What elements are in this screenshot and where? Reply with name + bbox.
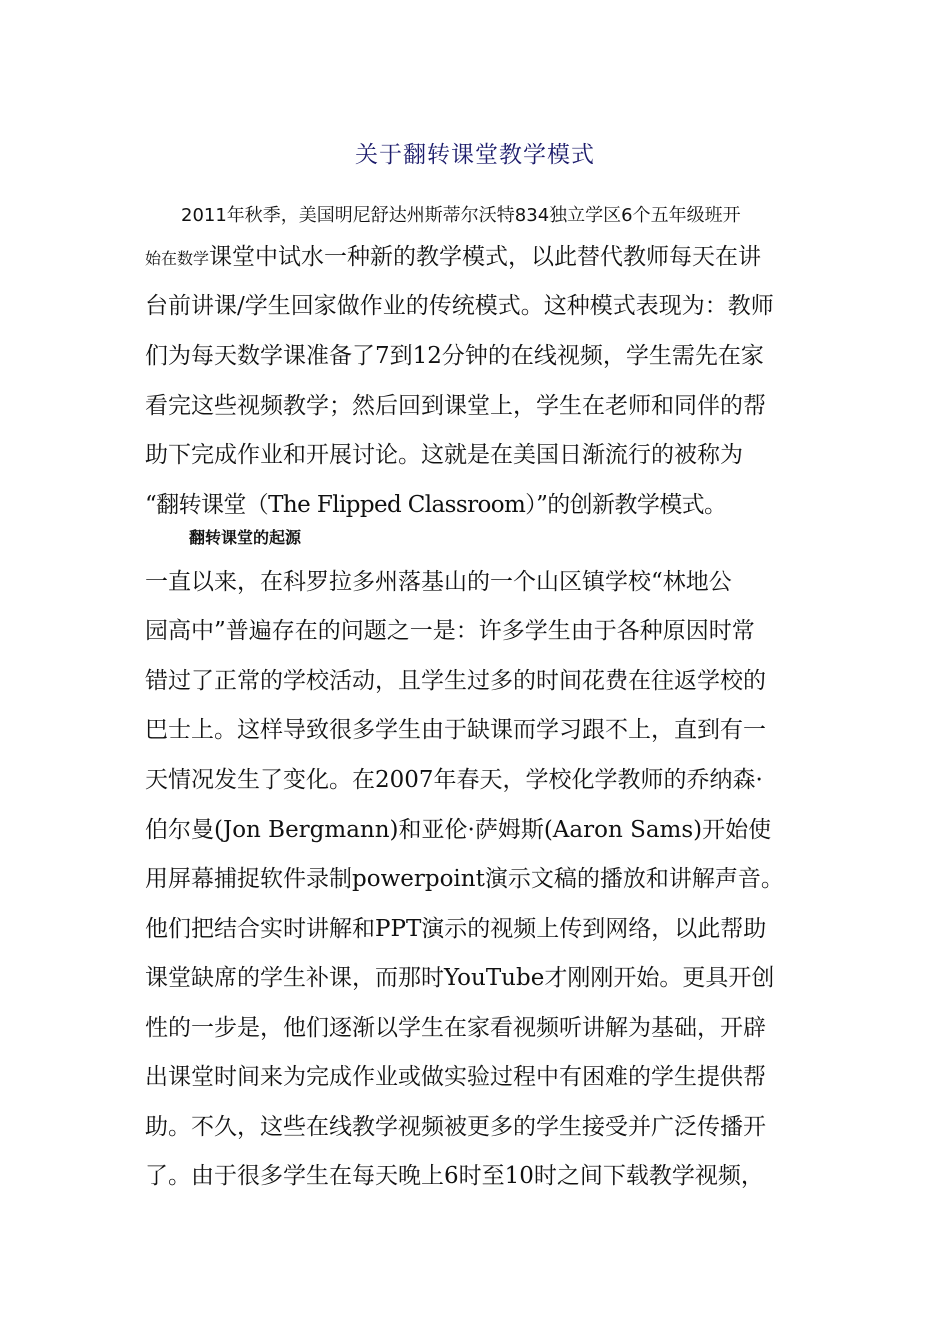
paragraph-2-line: 伯尔曼(Jon Bergmann)和亚伦·萨姆斯(Aaron Sams)开始使 (145, 817, 772, 843)
page-title: 关于翻转课堂教学模式 (355, 142, 595, 168)
paragraph-1-line-5: 看完这些视频教学；然后回到课堂上，学生在老师和同伴的帮 (145, 393, 766, 419)
section-heading: 翻转课堂的起源 (189, 528, 302, 547)
paragraph-2-line: 错过了正常的学校活动，且学生过多的时间花费在往返学校的 (145, 668, 766, 694)
paragraph-2-line: 天情况发生了变化。在2007年春天，学校化学教师的乔纳森· (145, 767, 763, 793)
paragraph-2-line: 性的一步是，他们逐渐以学生在家看视频听讲解为基础，开辟 (145, 1015, 766, 1041)
paragraph-2-line: 园高中”普遍存在的问题之一是：许多学生由于各种原因时常 (145, 618, 755, 644)
paragraph-1-line-2-small: 始在数学 (145, 249, 210, 268)
paragraph-2-line: 助。不久，这些在线教学视频被更多的学生接受并广泛传播开 (145, 1114, 766, 1140)
paragraph-1-line-6: 助下完成作业和开展讨论。这就是在美国日渐流行的被称为 (145, 442, 743, 468)
paragraph-1-line-4: 们为每天数学课准备了7到12分钟的在线视频，学生需先在家 (145, 343, 764, 369)
paragraph-2-line: 巴士上。这样导致很多学生由于缺课而学习跟不上，直到有一 (145, 717, 766, 743)
paragraph-1-line-1: 2011年秋季，美国明尼舒达州斯蒂尔沃特834独立学区6个五年级班开 (181, 205, 741, 226)
paragraph-2-line: 了。由于很多学生在每天晚上6时至10时之间下载教学视频， (145, 1163, 764, 1189)
paragraph-2-line: 用屏幕捕捉软件录制powerpoint演示文稿的播放和讲解声音。 (145, 866, 784, 892)
paragraph-1-line-7: “翻转课堂（The Flipped Classroom）”的创新教学模式。 (145, 492, 727, 518)
paragraph-1-line-2-rest: 课堂中试水一种新的教学模式，以此替代教师每天在讲 (209, 244, 762, 270)
paragraph-2-line: 他们把结合实时讲解和PPT演示的视频上传到网络，以此帮助 (145, 916, 767, 942)
paragraph-1-line-3: 台前讲课/学生回家做作业的传统模式。这种模式表现为：教师 (145, 293, 774, 319)
paragraph-2-line: 课堂缺席的学生补课，而那时YouTube才刚刚开始。更具开创 (145, 965, 775, 991)
paragraph-1-line-2 (145, 238, 761, 271)
paragraph-2-line: 一直以来，在科罗拉多州落基山的一个山区镇学校“林地公 (145, 569, 732, 595)
paragraph-2-line: 出课堂时间来为完成作业或做实验过程中有困难的学生提供帮 (145, 1064, 766, 1090)
